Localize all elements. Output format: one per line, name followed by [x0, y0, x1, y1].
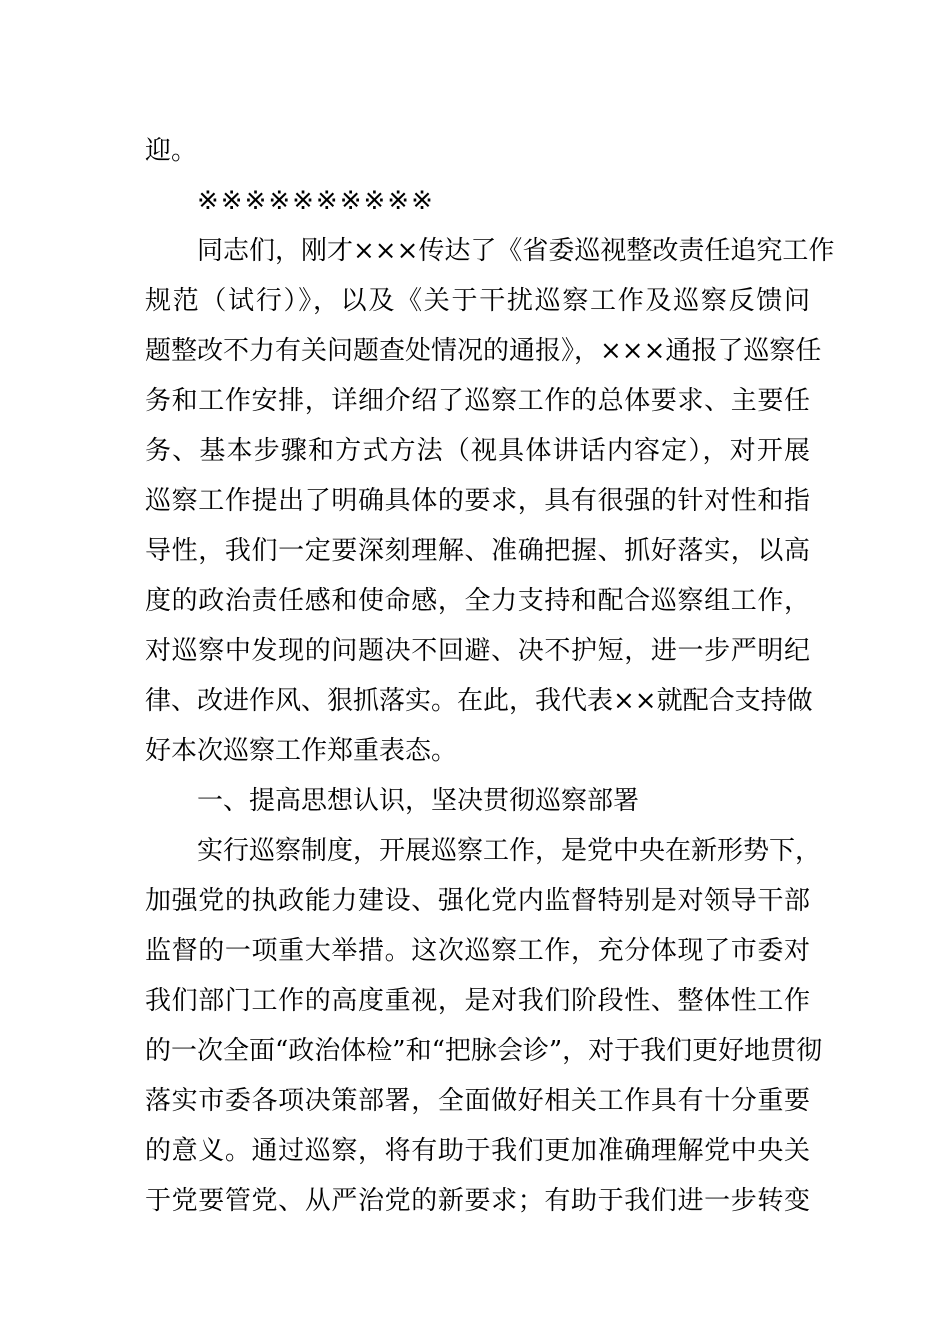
text-line: 巡察工作提出了明确具体的要求，具有很强的针对性和指 [145, 486, 810, 516]
text-line: 于党要管党、从严治党的新要求；有助于我们进一步转变 [145, 1186, 810, 1216]
text-line: 好本次巡察工作郑重表态。 [145, 736, 458, 766]
section-heading: 一、提高思想认识，坚决贯彻巡察部署 [197, 786, 640, 816]
text-line: 迎。 [145, 136, 198, 166]
text-line: 加强党的执政能力建设、强化党内监督特别是对领导干部 [145, 886, 810, 916]
text-line: 同志们，刚才×××传达了《省委巡视整改责任追究工作 [197, 236, 835, 266]
text-line: 落实市委各项决策部署，全面做好相关工作具有十分重要 [145, 1086, 810, 1116]
text-line: 监督的一项重大举措。这次巡察工作，充分体现了市委对 [145, 936, 810, 966]
text-line: 对巡察中发现的问题决不回避、决不护短，进一步严明纪 [145, 636, 810, 666]
text-line: 实行巡察制度，开展巡察工作，是党中央在新形势下， [197, 836, 822, 866]
text-line: 导性，我们一定要深刻理解、准确把握、抓好落实，以高 [145, 536, 810, 566]
text-line: 规范（试行）》，以及《关于干扰巡察工作及巡察反馈问 [145, 286, 810, 316]
text-line: 律、改进作风、狠抓落实。在此，我代表××就配合支持做 [145, 686, 813, 716]
text-line: 度的政治责任感和使命感，全力支持和配合巡察组工作， [145, 586, 810, 616]
section-separator: ※※※※※※※※※※ [197, 186, 435, 216]
document-body [145, 126, 835, 1226]
text-line: 务和工作安排，详细介绍了巡察工作的总体要求、主要任 [145, 386, 810, 416]
text-line: 的一次全面“政治体检”和“把脉会诊”，对于我们更好地贯彻 [145, 1036, 823, 1066]
text-line: 我们部门工作的高度重视，是对我们阶段性、整体性工作 [145, 986, 810, 1016]
text-line: 的意义。通过巡察，将有助于我们更加准确理解党中央关 [145, 1136, 810, 1166]
text-line: 题整改不力有关问题查处情况的通报》，×××通报了巡察任 [145, 336, 822, 366]
text-line: 务、基本步骤和方式方法（视具体讲话内容定），对开展 [145, 436, 810, 466]
